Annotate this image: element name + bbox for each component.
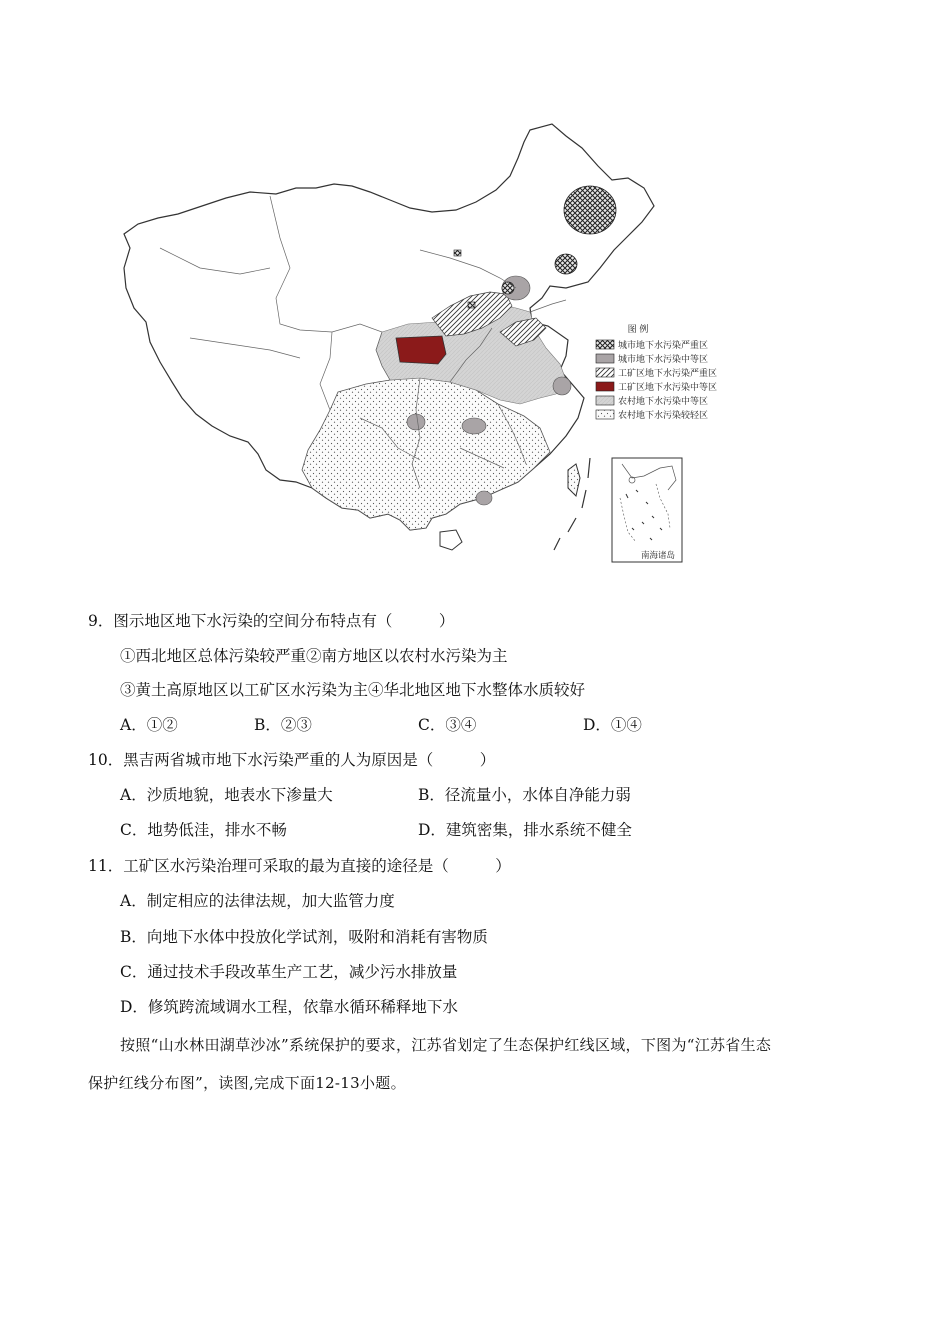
q11-option-c[interactable]: C．通过技术手段改革生产工艺，减少污水排放量 (120, 963, 458, 981)
q9-option-b[interactable]: B．②③ (254, 716, 312, 734)
intro-paragraph-line-2: 保护红线分布图”，读图,完成下面12-13小题。 (88, 1074, 406, 1092)
q9-statement-line-1: ①西北地区总体污染较严重②南方地区以农村水污染为主 (120, 647, 508, 665)
south-china-sea-inset (612, 458, 682, 562)
q9-stem: 9．图示地区地下水污染的空间分布特点有（ ） (88, 612, 455, 630)
urban-severe-pollution-area (564, 186, 616, 234)
urban-severe-pollution-area (555, 254, 577, 274)
q10-option-c[interactable]: C．地势低洼，排水不畅 (120, 821, 287, 839)
intro-paragraph-line-1: 按照“山水林田湖草沙冰”系统保护的要求，江苏省划定了生态保护红线区域，下图为“江苏省生态 (120, 1036, 772, 1054)
q10-option-a[interactable]: A．沙质地貌，地表水下渗量大 (120, 786, 333, 804)
urban-severe-pollution-area (502, 282, 514, 294)
legend-item (596, 339, 708, 351)
q9-option-d[interactable]: D．①④ (583, 716, 642, 734)
legend-item (596, 395, 708, 407)
q9-option-a[interactable]: A．①② (120, 716, 178, 734)
q10-stem: 10．黑吉两省城市地下水污染严重的人为原因是（ ） (88, 751, 496, 769)
urban-medium-pollution-area (553, 377, 571, 395)
legend-label: 农村地下水污染较轻区 (618, 411, 709, 421)
legend-label: 农村地下水污染中等区 (618, 397, 709, 407)
q9-option-c[interactable]: C．③④ (418, 716, 477, 734)
map-legend (596, 323, 717, 421)
urban-medium-pollution-area (476, 491, 492, 505)
q11-option-a[interactable]: A．制定相应的法律法规，加大监管力度 (120, 892, 395, 910)
legend-title: 图 例 (627, 325, 649, 335)
urban-severe-pollution-area (454, 250, 461, 256)
q10-option-d[interactable]: D．建筑密集，排水系统不健全 (418, 821, 632, 839)
urban-severe-pollution-area (468, 302, 475, 308)
q10-option-b[interactable]: B．径流量小，水体自净能力弱 (418, 786, 631, 804)
legend-item (596, 367, 717, 379)
groundwater-pollution-map (120, 118, 740, 568)
hainan-island (440, 530, 462, 550)
q9-statement-line-2: ③黄土高原地区以工矿区水污染为主④华北地区地下水整体水质较好 (120, 681, 586, 699)
legend-item (596, 409, 708, 421)
inset-label: 南海诸岛 (640, 551, 676, 561)
legend-item (596, 353, 708, 365)
legend-item (596, 381, 717, 393)
legend-label: 工矿区地下水污染中等区 (618, 383, 718, 393)
urban-medium-pollution-area (462, 418, 486, 434)
urban-medium-pollution-area (407, 414, 425, 430)
legend-label: 城市地下水污染严重区 (618, 341, 709, 351)
legend-label: 城市地下水污染中等区 (618, 355, 709, 365)
q11-stem: 11．工矿区水污染治理可采取的最为直接的途径是（ ） (88, 857, 511, 875)
q11-option-d[interactable]: D．修筑跨流域调水工程，依靠水循环稀释地下水 (120, 998, 458, 1016)
q11-option-b[interactable]: B．向地下水体中投放化学试剂，吸附和消耗有害物质 (120, 928, 488, 946)
taiwan-island (568, 464, 580, 496)
industrial-medium-pollution-region (396, 336, 446, 364)
legend-label: 工矿区地下水污染严重区 (618, 369, 718, 379)
